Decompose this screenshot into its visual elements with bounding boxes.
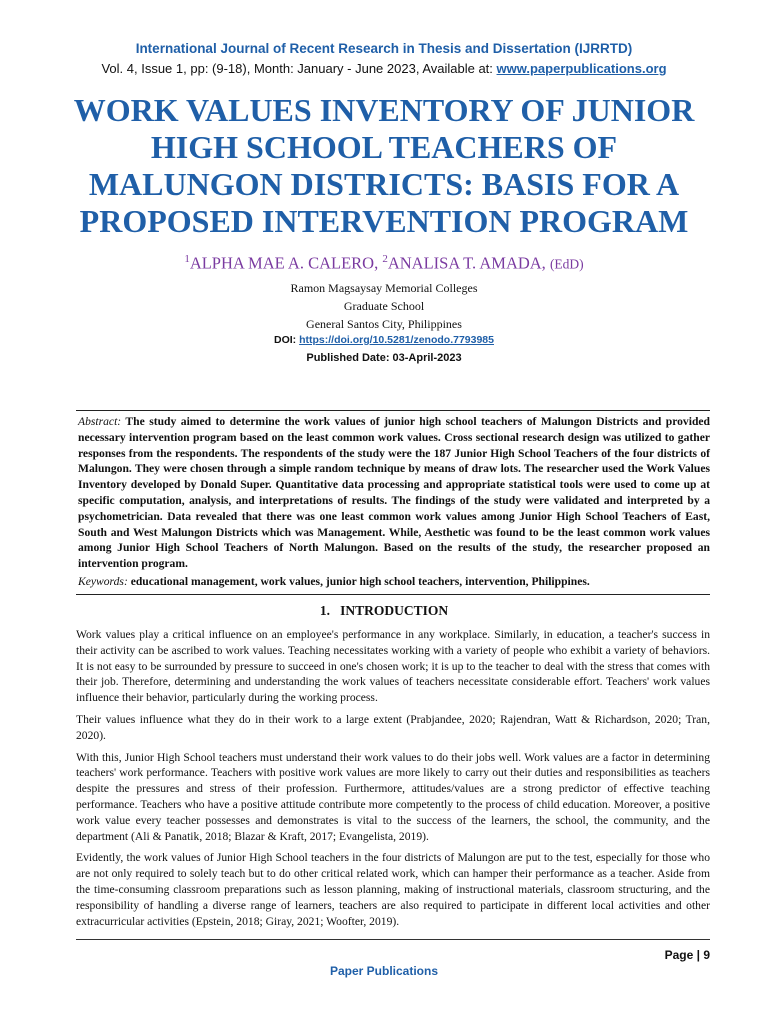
paragraph: Evidently, the work values of Junior High School teachers in the four districts of Malungon are put to the test, especially for those who are not only required to solely teach but to do other critical related work, which can hamper their performance as a teacher. Aside from the time-consuming classroom preparations such as lesson planning, making of instructional materials, classroom structuring, and the responsibility of handling a diverse range of learners, teachers are also required to participate in different local activities and other extracurricular activities (Epstein, 2018; Giray, 2021; Woofter, 2019). — [76, 851, 710, 928]
paper-title — [60, 92, 708, 240]
abstract — [78, 414, 710, 572]
abstract-bottom-rule — [76, 594, 710, 595]
page-number: Page | 9 — [664, 948, 710, 962]
doi-label: DOI: — [274, 334, 300, 346]
author-1: ALPHA MAE A. CALERO, — [189, 253, 383, 273]
journal-website-link[interactable]: www.paperpublications.org — [496, 61, 667, 76]
affiliation-school: Graduate School — [343, 299, 425, 313]
footer-rule — [76, 939, 710, 940]
paragraph: Their values influence what they do in their work to a large extent (Prabjandee, 2020; Rajendran, Watt & Richardson, 2020; Tran, 2020). — [76, 712, 710, 742]
author-list — [0, 253, 768, 274]
affiliation-city: General Santos City, Philippines — [306, 317, 462, 331]
journal-volume-info: Vol. 4, Issue 1, pp: (9-18), Month: January - June 2023, Available at: — [101, 61, 497, 76]
keywords — [78, 574, 710, 590]
section-number: 1. — [319, 603, 330, 618]
doi-line — [0, 334, 768, 346]
paragraph: With this, Junior High School teachers must understand their work values to do their jobs well. Work values are a factor in determining teachers' work performance. Teachers with positive work values are more likely to carry out their duties and responsibilities as teachers despite the pressures and stress of their profession. Furthermore, attitudes/values are a strong predictor of effective teaching performance. Teachers who have a positive attitude contribute more competently to the process of child education. Moreover, a positive work value every teacher possesses and demonstrates is vital to the success of the learners, the school, the community, and the department (Ali & Panatik, 2018; Blazar & Kraft, 2017; Evangelista, 2019). — [76, 750, 710, 843]
paragraph: Work values play a critical influence on an employee's performance in any workplace. Similarly, in education, a teacher's success in their activity can be ascribed to work values. Teaching necessitates working with a variety of people who exhibit a variety of behaviors. It is not easy to be surrounded by pressure to succeed in one's chosen work; it is up to the teacher to deal with the stress that comes with their job. Therefore, determining and understanding the work values of teachers necessitate considerable effort. Teachers' work values influence their behavior, particularly during the working process. — [76, 628, 710, 705]
affiliation-institution: Ramon Magsaysay Memorial Colleges — [290, 281, 478, 295]
journal-meta — [0, 61, 768, 76]
keywords-label: Keywords: — [78, 575, 128, 588]
author-marker-1: 1 — [184, 253, 190, 265]
title-line: PROPOSED INTERVENTION PROGRAM — [79, 203, 689, 239]
journal-name: International Journal of Recent Research in Thesis and Dissertation (IJRRTD) — [135, 41, 633, 56]
doi-link[interactable]: https://doi.org/10.5281/zenodo.7793985 — [299, 334, 494, 346]
author-2: ANALISA T. AMADA, — [387, 253, 550, 273]
abstract-top-rule — [76, 410, 710, 411]
keywords-text: educational management, work values, junior high school teachers, intervention, Philippines. — [127, 575, 590, 588]
introduction-body — [76, 627, 710, 935]
publisher-name: Paper Publications — [329, 964, 439, 978]
abstract-label: Abstract: — [78, 415, 122, 428]
author-marker-2: 2 — [382, 253, 388, 265]
author-degree: (EdD) — [549, 256, 584, 272]
title-line: WORK VALUES INVENTORY OF JUNIOR — [73, 92, 695, 128]
section-heading — [0, 603, 768, 619]
section-title: INTRODUCTION — [340, 603, 449, 618]
abstract-text: The study aimed to determine the work values of junior high school teachers of Malungon Districts and provided necessary intervention program based on the least common work values. Cross sectional research design was utilized to gather responses from the respondents. The respondents of the study were the 187 Junior High School Teachers of the four districts of Malungon. They were chosen through a simple random technique by means of draw lots. The researcher used the Work Values Inventory developed by Donald Super. Quantitative data processing and appropriate statistical tools were used to come up at specific computation, analysis, and interpretations of results. The findings of the study were validated and interpreted by a psychometrician. Data revealed that there was one least common work values among Junior High School Teachers of East, South and West Malungon Districts which was Management. While, Aesthetic was found to be the least common work values among Junior High School Teachers of North Malungon. Based on the results of the study, the researcher proposed an intervention program. — [78, 415, 710, 571]
published-date: Published Date: 03-April-2023 — [306, 352, 462, 364]
title-line: MALUNGON DISTRICTS: BASIS FOR A — [88, 166, 680, 202]
title-line: HIGH SCHOOL TEACHERS OF — [150, 129, 618, 165]
